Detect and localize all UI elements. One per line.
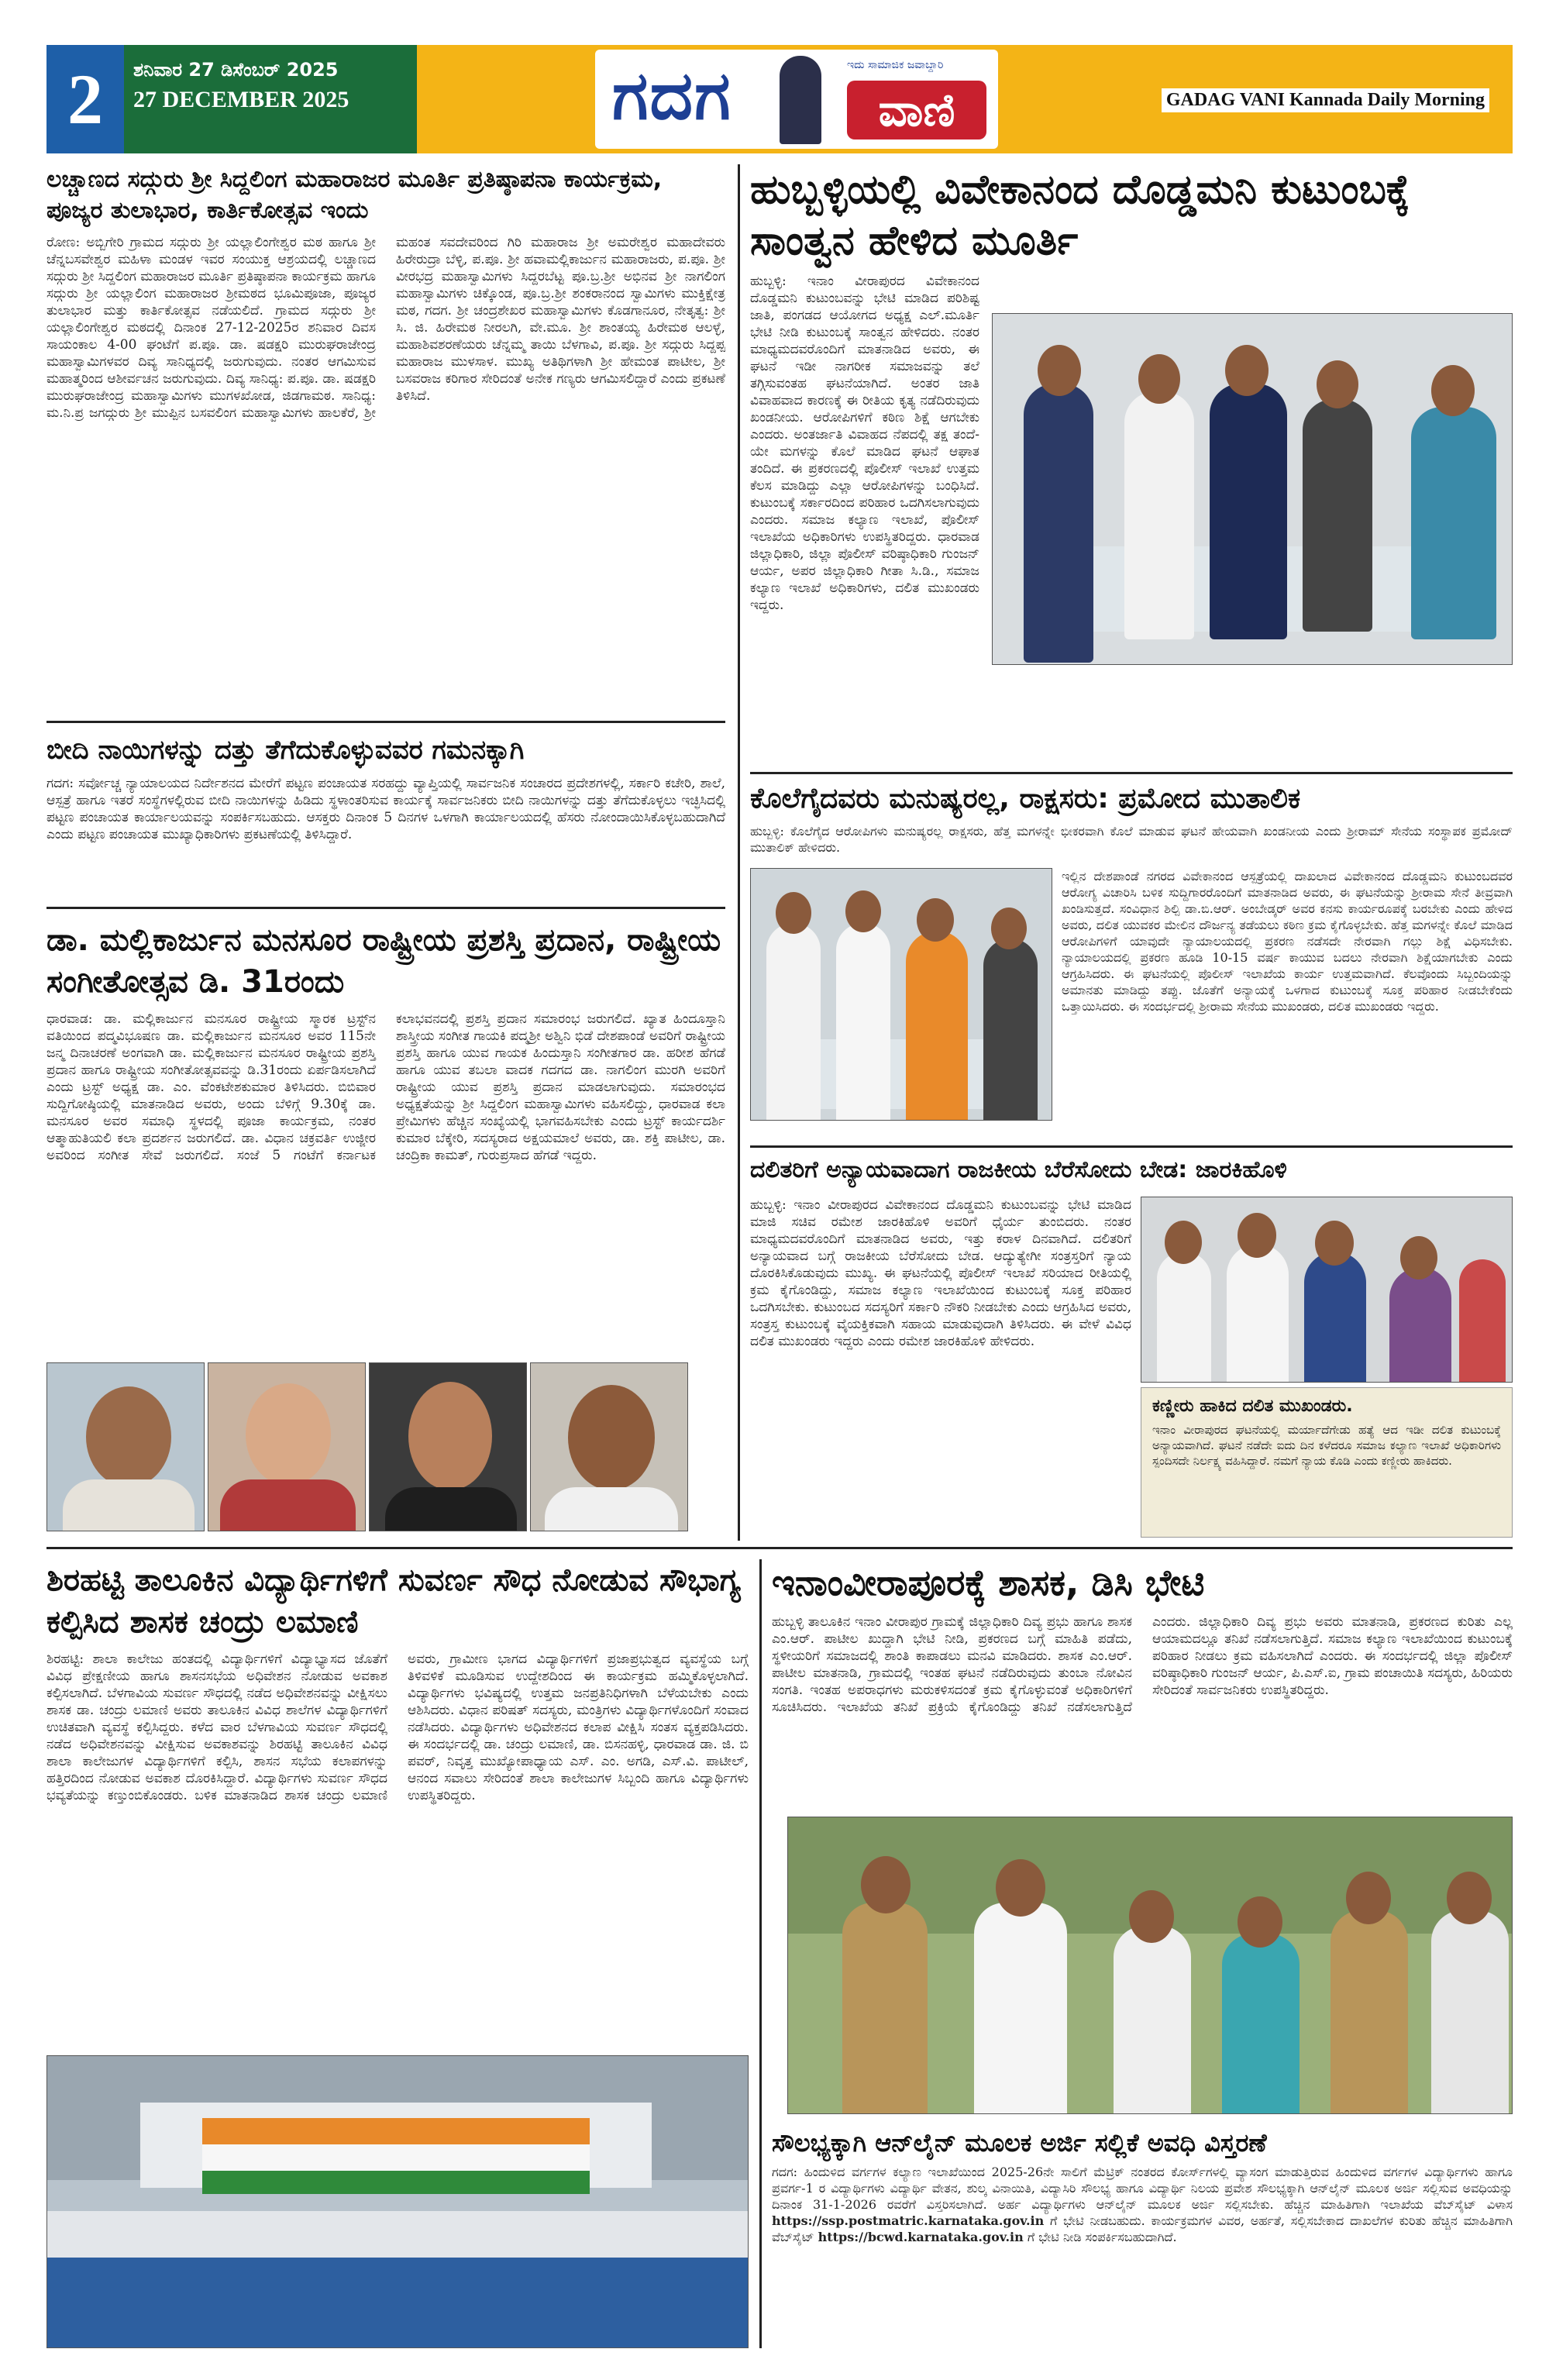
article-street-dogs xyxy=(46,733,725,914)
caption-body: ಇನಾಂ ವೀರಾಪುರದ ಘಟನೆಯಲ್ಲಿ ಮರ್ಯಾದೆಗೇಡು ಹತ್ಯೆ ಆದ ಇಡೀ ದಲಿತ ಕುಟುಂಬಕ್ಕೆ ಅನ್ಯಾಯವಾಗಿದೆ. ಘಟನೆ ನಡೆದೇ ಐದು ದಿನ ಕಳೆದರೂ ಸಮಾಜ ಕಲ್ಯಾಣ ಇಲಾಖೆ ಅಧಿಕಾರಿಗಳು ಸ್ಪಂದಿಸದೇ ನಿರ್ಲಕ್ಷ್ಯ ವಹಿಸಿದ್ದಾರೆ. ನಮಗೆ ನ್ಯಾಯ ಕೊಡಿ ಎಂದು ಕಣ್ಣೀರು ಹಾಕಿದರು. xyxy=(1152,1423,1501,1468)
body-muthalik: ಇಲ್ಲಿನ ದೇಶಪಾಂಡೆ ನಗರದ ವಿವೇಕಾನಂದ ಆಸ್ಪತ್ರೆಯಲ್ಲಿ ದಾಖಲಾದ ವಿವೇಕಾನಂದ ದೊಡ್ಡಮನಿ ಕುಟುಂಬದವರ ಆರೋಗ್ಯ ವಿಚಾರಿಸಿ ಬಳಿಕ ಸುದ್ದಿಗಾರರೊಂದಿಗೆ ಮಾತನಾಡಿದ ಅವರು, ಈ ಘಟನೆಯನ್ನು ಶ್ರೀರಾಮ ಸೇನೆ ತೀವ್ರವಾಗಿ ಖಂಡಿಸುತ್ತದೆ. ಸಂವಿಧಾನ ಶಿಲ್ಪಿ ಡಾ.ಬಿ.ಆರ್. ಅಂಬೇಡ್ಕರ್ ಅವರ ಕನಸು ಕಾರ್ಯರೂಪಕ್ಕೆ ಬರಬೇಕು ಎಂದು ಹೇಳಿದ ಅವರು, ದಲಿತ ಯುವಕರ ಮೇಲಿನ ದೌರ್ಜನ್ಯ ತಡೆಯಲು ಕಠಿಣ ಕ್ರಮ ಕೈಗೊಳ್ಳಬೇಕು. ಹೆತ್ತ ಮಗಳನ್ನೇ ಕೊಲೆ ಮಾಡಿದ ಆರೋಪಿಗಳಿಗೆ ಯಾವುದೇ ನ್ಯಾಯಾಲಯದಲ್ಲಿ ಪ್ರಕರಣ ನಡೆಸದೇ ನೇರವಾಗಿ ಗಲ್ಲು ಶಿಕ್ಷೆ ವಿಧಿಸಬೇಕು. ನ್ಯಾಯಾಲಯದಲ್ಲಿ ಪ್ರಕರಣ ಹೂಡಿ 10-15 ವರ್ಷ ಕಾಯುವ ಬದಲು ನೇರವಾಗಿ ಶಿಕ್ಷೆಯಾಗಬೇಕು ಎಂದು ಆಗ್ರಹಿಸಿದರು. ಈ ಘಟನೆಯಲ್ಲಿ ಪೊಲೀಸ್ ಇಲಾಖೆಯ ಕಾರ್ಯ ಉತ್ತಮವಾಗಿದೆ. ಕೆಲವೊಂದು ಸಿಬ್ಬಂದಿಯನ್ನು ಅಮಾನತು ಮಾಡಿದ್ದು ತಪ್ಪು. ಜೊತೆಗೆ ಅನ್ಯಾಯಕ್ಕೆ ಒಳಗಾದ ಕುಟುಂಬಕ್ಕೆ ಸೂಕ್ತ ಪರಿಹಾರ ನೀಡಬೇಕೆಂದು ಒತ್ತಾಯಿಸಿದರು. ಈ ಸಂದರ್ಭದಲ್ಲಿ ಶ್ರೀರಾಮ ಸೇನೆಯ ಮುಖಂಡರು, ದಲಿತ ಮುಖಂಡರು ಇದ್ದರು. xyxy=(1062,869,1513,1014)
caption-box xyxy=(1141,1387,1513,1538)
scholarship-text-mid: ಗೆ ಭೇಟಿ ನೀಡಬಹುದು. ಕಾರ್ಯಕ್ರಮಗಳ ವಿವರ, ಅರ್ಹತೆ, ಸಲ್ಲಿಸಬೇಕಾದ ದಾಖಲೆಗಳ ಕುರಿತು ಹೆಚ್ಚಿನ ಮಾಹಿತಿಗಾಗಿ ವೆಬ್‌ಸೈಟ್ xyxy=(772,2213,1513,2244)
scholarship-text-end: ಗೆ ಭೇಟಿ ನೀಡಿ ಸಂಪರ್ಕಿಸಬಹುದಾಗಿದೆ. xyxy=(1027,2230,1177,2244)
divider xyxy=(46,721,725,723)
article-scholarship xyxy=(772,2127,1513,2340)
link-bcwd[interactable]: https://bcwd.karnataka.gov.in xyxy=(818,2230,1024,2244)
column-divider xyxy=(759,1559,762,2348)
column-divider xyxy=(738,164,740,1541)
muthalik-visit-photo xyxy=(750,868,1052,1121)
article-muthalik xyxy=(750,781,1513,856)
headline-vivekananda: ಹುಬ್ಬಳ್ಳಿಯಲ್ಲಿ ವಿವೇಕಾನಂದ ದೊಡ್ಡಮನಿ ಕುಟುಂಬಕ್ಕೆ ಸಾಂತ್ವನ ಹೇಳಿದ ಮೂರ್ತಿ xyxy=(750,167,1410,264)
portrait-photo xyxy=(530,1362,688,1531)
page-number: 2 xyxy=(46,45,124,153)
body-jarkiholi: ಹುಬ್ಬಳ್ಳಿ: ಇನಾಂ ವೀರಾಪುರದ ವಿವೇಕಾನಂದ ದೊಡ್ಡಮನಿ ಕುಟುಂಬವನ್ನು ಭೇಟಿ ಮಾಡಿದ ಮಾಜಿ ಸಚಿವ ರಮೇಶ ಜಾರಕಿಹೊಳಿ ಅವರಿಗೆ ಧೈರ್ಯ ತುಂಬಿದರು. ನಂತರ ಮಾಧ್ಯಮದವರೊಂದಿಗೆ ಮಾತನಾಡಿದ ಅವರು, ಇತ್ತು ಕರಾಳ ದಿನವಾಗಿದೆ. ದಲಿತರಿಗೆ ಅನ್ಯಾಯವಾದ ಬಗ್ಗೆ ರಾಜಕೀಯ ಬೆರೆಸೋದು ಬೇಡ. ಆದ್ಯುತ್ಯೇಗೀ ಸಂತ್ರಸ್ತರಿಗೆ ನ್ಯಾಯ ದೊರಕಿಸಿಕೊಡುವುದು ಮುಖ್ಯ. ಈ ಘಟನೆಯಲ್ಲಿ ಪೊಲೀಸ್ ಇಲಾಖೆ ಸರಿಯಾದ ರೀತಿಯಲ್ಲಿ ಕ್ರಮ ಕೈಗೊಂಡಿದ್ದು, ಸಮಾಜ ಕಲ್ಯಾಣ ಇಲಾಖೆಯಿಂದ ಕುಟುಂಬಕ್ಕೆ ಸೂಕ್ತ ಪರಿಹಾರ ಒದಗಿಸಬೇಕು. ಕುಟುಂಬದ ಸದಸ್ಯರಿಗೆ ಸರ್ಕಾರಿ ನೌಕರಿ ನೀಡಬೇಕು ಎಂದು ಆಗ್ರಹಿಸಿದ ಅವರು, ಸಂತ್ರಸ್ತ ಕುಟುಂಬಕ್ಕೆ ವೈಯಕ್ತಿಕವಾಗಿ ಸಹಾಯ ಮಾಡುವುದಾಗಿ ತಿಳಿಸಿದರು. ಈ ವೇಳೆ ವಿವಿಧ ದಲಿತ ಮುಖಂಡರು ಇದ್ದರು ಎಂದು ರಮೇಶ ಜಾರಕಿಹೊಳಿ ಹೇಳಿದರು. xyxy=(750,1197,1131,1349)
date-box xyxy=(124,45,417,153)
logo-text: ಗದಗ xyxy=(612,57,732,135)
body-vivekananda-cont xyxy=(992,676,1513,769)
headline-siddalinga: ಲಚ್ಚಾಣದ ಸದ್ಗುರು ಶ್ರೀ ಸಿದ್ದಲಿಂಗ ಮಹಾರಾಜರ ಮೂರ್ತಿ ಪ್ರತಿಷ್ಠಾಪನಾ ಕಾರ್ಯಕ್ರಮ, ಪೂಜ್ಯರ ತುಲಾಭಾರ, ಕಾರ್ತಿಕೋತ್ಸವ ಇಂದು xyxy=(46,166,663,224)
body-street-dogs: ಗದಗ: ಸರ್ವೋಚ್ಚ ನ್ಯಾಯಾಲಯದ ನಿರ್ದೇಶನದ ಮೇರೆಗೆ ಪಟ್ಟಣ ಪಂಚಾಯತ ಸರಹದ್ದು ವ್ಯಾಪ್ತಿಯಲ್ಲಿ ಸಾರ್ವಜನಿಕ ಸಂಚಾರದ ಪ್ರದೇಶಗಳಲ್ಲಿ, ಸರ್ಕಾರಿ ಕಚೇರಿ, ಶಾಲೆ, ಆಸ್ಪತ್ರೆ ಹಾಗೂ ಇತರೆ ಸಂಸ್ಥೆಗಳಲ್ಲಿರುವ ಬೀದಿ ನಾಯಿಗಳನ್ನು ಹಿಡಿದು ಸ್ಥಳಾಂತರಿಸುವ ಕಾರ್ಯಕ್ಕೆ ಸಾರ್ವಜನಿಕರು ಬೀದಿ ನಾಯಿಗಳನ್ನು ದತ್ತು ತೆಗೆದುಕೊಳ್ಳಲು ಇಚ್ಛಿಸಿದಲ್ಲಿ ಪಟ್ಟಣ ಪಂಚಾಯತ ಕಾರ್ಯಾಲಯವನ್ನು ಸಂಪರ್ಕಿಸಬಹುದು. ಆಸಕ್ತರು ದಿನಾಂಕ 5 ದಿನಗಳ ಒಳಗಾಗಿ ಕಾರ್ಯಾಲಯದಲ್ಲಿ ಹೆಸರು ನೋಂದಾಯಿಸಿಕೊಳ್ಳಬಹುದಾಗಿದೆ ಎಂದು ಪಟ್ಟಣ ಪಂಚಾಯತ ಮುಖ್ಯಾಧಿಕಾರಿಗಳು ಪ್ರಕಟಣೆಯಲ್ಲಿ ತಿಳಿಸಿದ್ದಾರೆ. xyxy=(46,776,725,842)
body-inam: ಹುಬ್ಬಳ್ಳಿ ತಾಲೂಕಿನ ಇನಾಂ ವೀರಾಪುರ ಗ್ರಾಮಕ್ಕೆ ಜಿಲ್ಲಾಧಿಕಾರಿ ದಿವ್ಯ ಪ್ರಭು ಹಾಗೂ ಶಾಸಕ ಎಂ.ಆರ್. ಪಾಟೀಲ ಖುದ್ದಾಗಿ ಭೇಟಿ ನೀಡಿ, ಪ್ರಕರಣದ ಬಗ್ಗೆ ಮಾಹಿತಿ ಪಡೆದು, ಸ್ಥಳೀಯರಿಗೆ ಸಮಾಜದಲ್ಲಿ ಶಾಂತಿ ಕಾಪಾಡಲು ಮನವಿ ಮಾಡಿದರು. ಶಾಸಕ ಎಂ.ಆರ್. ಪಾಟೀಲ ಮಾತನಾಡಿ, ಗ್ರಾಮದಲ್ಲಿ ಇಂತಹ ಘಟನೆ ನಡೆದಿರುವುದು ತುಂಬಾ ನೋವಿನ ಸಂಗತಿ. ಇಂತಹ ಅಪರಾಧಗಳು ಮರುಕಳಿಸದಂತೆ ಕ್ರಮ ಕೈಗೊಳ್ಳುವಂತೆ ಅಧಿಕಾರಿಗಳಿಗೆ ಸೂಚಿಸಿದರು. ಇಲಾಖೆಯ ತನಿಖೆ ಪ್ರಕ್ರಿಯೆ ಕೈಗೊಂಡಿದ್ದು ತನಿಖೆ ನಡೆಸಲಾಗುತ್ತಿದೆ ಎಂದರು. ಜಿಲ್ಲಾಧಿಕಾರಿ ದಿವ್ಯ ಪ್ರಭು ಅವರು ಮಾತನಾಡಿ, ಪ್ರಕರಣದ ಕುರಿತು ಎಲ್ಲ ಆಯಾಮದಲ್ಲೂ ತನಿಖೆ ನಡೆಸಲಾಗುತ್ತಿದೆ. ಸಮಾಜ ಕಲ್ಯಾಣ ಇಲಾಖೆಯಿಂದ ಕುಟುಂಬಕ್ಕೆ ಪರಿಹಾರ ನೀಡಲು ಕ್ರಮ ವಹಿಸಲಾಗಿದೆ ಎಂದರು. ಈ ಸಂದರ್ಭದಲ್ಲಿ ಜಿಲ್ಲಾ ಪೊಲೀಸ್ ವರಿಷ್ಠಾಧಿಕಾರಿ ಗುಂಜನ್ ಆರ್ಯ, ಪಿ.ಎಸ್.ಐ, ಗ್ರಾಮ ಪಂಚಾಯಿತಿ ಸದಸ್ಯರು, ಹಿರಿಯರು ಸೇರಿದಂತೆ ಸಾರ್ವಜನಿಕರು ಉಪಸ್ಥಿತರಿದ್ದರು. xyxy=(772,1614,1513,1715)
lede-muthalik: ಹುಬ್ಬಳ್ಳಿ: ಕೊಲೆಗೈದ ಆರೋಪಿಗಳು ಮನುಷ್ಯರಲ್ಲ ರಾಕ್ಷಸರು, ಹೆತ್ತ ಮಗಳನ್ನೇ ಭೀಕರವಾಗಿ ಕೊಲೆ ಮಾಡುವ ಘಟನೆ ಹೇಯವಾಗಿ ಖಂಡನೀಯ ಎಂದು ಶ್ರೀರಾಮ್ ಸೇನೆಯ ಸಂಸ್ಥಾಪಕ ಪ್ರಮೋದ್ ಮುತಾಲಿಕ್ ಹೇಳಿದರು. xyxy=(750,824,1513,855)
statue-icon xyxy=(780,56,821,144)
article-jarkiholi xyxy=(750,1155,1513,1186)
logo-vani: ವಾಣಿ xyxy=(847,81,986,139)
divider xyxy=(750,1145,1513,1148)
logo-tagline: ಇದು ಸಾಮಾಜಿಕ ಜವಾಬ್ದಾರಿ xyxy=(847,59,944,71)
divider xyxy=(750,772,1513,774)
portrait-photo xyxy=(46,1362,205,1531)
headline-muthalik: ಕೊಲೆಗೈದವರು ಮನುಷ್ಯರಲ್ಲ, ರಾಕ್ಷಸರು: ಪ್ರಮೋದ ಮುತಾಲಿಕ xyxy=(750,783,1301,815)
caption-title: ಕಣ್ಣೀರು ಹಾಕಿದ ದಲಿತ ಮುಖಂಡರು. xyxy=(1152,1397,1353,1416)
headline-shirahatti: ಶಿರಹಟ್ಟಿ ತಾಲೂಕಿನ ವಿದ್ಯಾರ್ಥಿಗಳಿಗೆ ಸುವರ್ಣ ಸೌಧ ನೋಡುವ ಸೌಭಾಗ್ಯ ಕಲ್ಪಿಸಿದ ಶಾಸಕ ಚಂದ್ರು ಲಮಾಣಿ xyxy=(46,1562,741,1640)
headline-mallikarjun: ಡಾ. ಮಲ್ಲಿಕಾರ್ಜುನ ಮನಸೂರ ರಾಷ್ಟ್ರೀಯ ಪ್ರಶಸ್ತಿ ಪ್ರದಾನ, ರಾಷ್ಟ್ರೀಯ ಸಂಗೀತೋತ್ಸವ ಡಿ. 31ರಂದು xyxy=(46,922,721,1000)
article-siddalinga xyxy=(46,164,725,769)
date-english: 27 DECEMBER 2025 xyxy=(133,87,349,112)
divider xyxy=(46,1547,1513,1549)
masthead xyxy=(46,45,1513,153)
jarkiholi-visit-photo xyxy=(1141,1197,1513,1383)
inam-visit-photo xyxy=(787,1817,1513,2114)
headline-street-dogs: ಬೀದಿ ನಾಯಿಗಳನ್ನು ದತ್ತು ತೆಗೆದುಕೊಳ್ಳುವವರ ಗಮನಕ್ಕಾಗಿ xyxy=(46,735,525,766)
students-group-photo xyxy=(46,2055,749,2348)
body-shirahatti: ಶಿರಹಟ್ಟಿ: ಶಾಲಾ ಕಾಲೇಜು ಹಂತದಲ್ಲಿ ವಿದ್ಯಾರ್ಥಿಗಳಿಗೆ ವಿದ್ಯಾಭ್ಯಾಸದ ಜೊತೆಗೆ ವಿವಿಧ ಪ್ರೇಕ್ಷಣೀಯ ಹಾಗೂ ಶಾಸನಸಭೆಯ ಅಧಿವೇಶನ ನೋಡುವ ಅವಕಾಶ ಕಲ್ಪಿಸಲಾಗಿದೆ. ಬೆಳಗಾವಿಯ ಸುವರ್ಣ ಸೌಧದಲ್ಲಿ ನಡೆದ ಅಧಿವೇಶನವನ್ನು ವೀಕ್ಷಿಸಲು ಶಾಸಕ ಡಾ. ಚಂದ್ರು ಲಮಾಣಿ ಅವರು ತಾಲೂಕಿನ ವಿವಿಧ ಶಾಲೆಗಳ ವಿದ್ಯಾರ್ಥಿಗಳಿಗೆ ಉಚಿತವಾಗಿ ವ್ಯವಸ್ಥೆ ಕಲ್ಪಿಸಿದ್ದರು. ಕಳೆದ ವಾರ ಬೆಳಗಾವಿಯ ಸುವರ್ಣ ಸೌಧದಲ್ಲಿ ನಡೆದ ಅಧಿವೇಶನವನ್ನು ವೀಕ್ಷಿಸುವ ಅವಕಾಶವನ್ನು ಶಿರಹಟ್ಟಿ ತಾಲೂಕಿನ ವಿವಿಧ ಶಾಲಾ ಕಾಲೇಜುಗಳ ವಿದ್ಯಾರ್ಥಿಗಳಿಗೆ ಕಲ್ಪಿಸಿ, ಶಾಸನ ಸಭೆಯ ಕಲಾಪಗಳನ್ನು ಹತ್ತಿರದಿಂದ ನೋಡುವ ಅವಕಾಶ ದೊರಕಿಸಿದ್ದಾರೆ. ವಿದ್ಯಾರ್ಥಿಗಳು ಸುವರ್ಣ ಸೌಧದ ಭವ್ಯತೆಯನ್ನು ಕಣ್ತುಂಬಿಕೊಂಡರು. ಬಳಿಕ ಮಾತನಾಡಿದ ಶಾಸಕ ಚಂದ್ರು ಲಮಾಣಿ ಅವರು, ಗ್ರಾಮೀಣ ಭಾಗದ ವಿದ್ಯಾರ್ಥಿಗಳಿಗೆ ಪ್ರಜಾಪ್ರಭುತ್ವದ ವ್ಯವಸ್ಥೆಯ ಬಗ್ಗೆ ತಿಳಿವಳಿಕೆ ಮೂಡಿಸುವ ಉದ್ದೇಶದಿಂದ ಈ ಕಾರ್ಯಕ್ರಮ ಹಮ್ಮಿಕೊಳ್ಳಲಾಗಿದೆ. ವಿದ್ಯಾರ್ಥಿಗಳು ಭವಿಷ್ಯದಲ್ಲಿ ಉತ್ತಮ ಜನಪ್ರತಿನಿಧಿಗಳಾಗಿ ಬೆಳೆಯಬೇಕು ಎಂದು ಆಶಿಸಿದರು. ವಿಧಾನ ಪರಿಷತ್ ಸದಸ್ಯರು, ಮಂತ್ರಿಗಳು ವಿದ್ಯಾರ್ಥಿಗಳೊಂದಿಗೆ ಸಂವಾದ ನಡೆಸಿದರು. ವಿದ್ಯಾರ್ಥಿಗಳು ಅಧಿವೇಶನದ ಕಲಾಪ ವೀಕ್ಷಿಸಿ ಸಂತಸ ವ್ಯಕ್ತಪಡಿಸಿದರು. ಈ ಸಂದರ್ಭದಲ್ಲಿ ಡಾ. ಚಂದ್ರು ಲಮಾಣಿ, ಡಾ. ಬಿಸನಹಳ್ಳಿ, ಧಾರವಾಡ ಡಾ. ಜಿ. ಬಿ ಪವರ್, ನಿವೃತ್ತ ಮುಖ್ಯೋಪಾಧ್ಯಾಯ ಎಸ್. ಎಂ. ಅಗಡಿ, ಎಸ್.ವಿ. ಪಾಟೀಲ್, ಆನಂದ ಸವಾಲು ಸೇರಿದಂತೆ ಶಾಲಾ ಕಾಲೇಜುಗಳ ಸಿಬ್ಬಂದಿ ಹಾಗೂ ವಿದ್ಯಾರ್ಥಿಗಳು ಉಪಸ್ಥಿತರಿದ್ದರು. xyxy=(46,1652,749,1803)
divider xyxy=(46,907,725,909)
date-kannada: ಶನಿವಾರ 27 ಡಿಸೆಂಬರ್ 2025 xyxy=(133,59,339,81)
body-mallikarjun: ಧಾರವಾಡ: ಡಾ. ಮಲ್ಲಿಕಾರ್ಜುನ ಮನಸೂರ ರಾಷ್ಟ್ರೀಯ ಸ್ಮಾರಕ ಟ್ರಸ್ಟ್‌ನ ವತಿಯಿಂದ ಪದ್ಮವಿಭೂಷಣ ಡಾ. ಮಲ್ಲಿಕಾರ್ಜುನ ಮನಸೂರ ಅವರ 115ನೇ ಜನ್ಮ ದಿನಾಚರಣೆ ಅಂಗವಾಗಿ ಡಾ. ಮಲ್ಲಿಕಾರ್ಜುನ ಮನಸೂರ ರಾಷ್ಟ್ರೀಯ ಪ್ರಶಸ್ತಿ ಪ್ರದಾನ ಹಾಗೂ ರಾಷ್ಟ್ರೀಯ ಸಂಗೀತೋತ್ಸವವನ್ನು ಡಿ.31ರಂದು ಏರ್ಪಡಿಸಲಾಗಿದೆ ಎಂದು ಟ್ರಸ್ಟ್ ಅಧ್ಯಕ್ಷ ಡಾ. ಎಂ. ವೆಂಕಟೇಶಕುಮಾರ ತಿಳಿಸಿದರು. ಬಿಬಿವಾರ ಸುದ್ದಿಗೋಷ್ಠಿಯಲ್ಲಿ ಮಾತನಾಡಿದ ಅವರು, ಅಂದು ಬೆಳಿಗ್ಗೆ 9.30ಕ್ಕೆ ಡಾ. ಮನಸೂರ ಅವರ ಸಮಾಧಿ ಸ್ಥಳದಲ್ಲಿ ಪೂಜಾ ಕಾರ್ಯಕ್ರಮ, ನಂತರ ಆತ್ಮಾಹುತಿಯಲಿ ಕಲಾ ಪ್ರದರ್ಶನ ಜರುಗಲಿದೆ. ಡಾ. ವಿಧಾನ ಚಕ್ರವರ್ತಿ ಉಜ್ಜೀರ ಅವರಿಂದ ಸಂಗೀತ ಸೇವೆ ಜರುಗಲಿದೆ. ಸಂಜೆ 5 ಗಂಟೆಗೆ ಕರ್ನಾಟಕ ಕಲಾಭವನದಲ್ಲಿ ಪ್ರಶಸ್ತಿ ಪ್ರದಾನ ಸಮಾರಂಭ ಜರುಗಲಿದೆ. ಖ್ಯಾತ ಹಿಂದೂಸ್ತಾನಿ ಶಾಸ್ತ್ರೀಯ ಸಂಗೀತ ಗಾಯಕಿ ಪದ್ಮಶ್ರೀ ಅಶ್ವಿನಿ ಭಿಡೆ ದೇಶಪಾಂಡೆ ಅವರಿಗೆ ರಾಷ್ಟ್ರೀಯ ಪ್ರಶಸ್ತಿ ಹಾಗೂ ಯುವ ಗಾಯಕ ಹಿಂದುಸ್ತಾನಿ ಸಂಗೀತಗಾರ ಡಾ. ಹರೀಶ ಹೆಗಡೆ ಹಾಗೂ ಯುವ ತಬಲಾ ವಾದಕ ಗದಗದ ಡಾ. ನಾಗಲಿಂಗ ಮುರಗಿ ಅವರಿಗೆ ರಾಷ್ಟ್ರೀಯ ಯುವ ಪ್ರಶಸ್ತಿ ಪ್ರದಾನ ಮಾಡಲಾಗುವುದು. ಸಮಾರಂಭದ ಅಧ್ಯಕ್ಷತೆಯನ್ನು ಶ್ರೀ ಸಿದ್ದಲಿಂಗ ಮಹಾಸ್ವಾಮಿಗಳು ವಹಿಸಲಿದ್ದು, ಧಾರವಾಡ ಕಲಾ ಪ್ರೇಮಿಗಳು ಹೆಚ್ಚಿನ ಸಂಖ್ಯೆಯಲ್ಲಿ ಭಾಗವಹಿಸಬೇಕು ಎಂದು ಟ್ರಸ್ಟ್ ಕಾರ್ಯದರ್ಶಿ ಕುಮಾರ ಬೆಕ್ಕೇರಿ, ಸದಸ್ಯರಾದ ಅಕ್ಷಯಮಾಲೆ ಅವರು, ಡಾ. ಶಕ್ತಿ ಪಾಟೀಲ, ಡಾ. ಚಂದ್ರಿಕಾ ಕಾಮತ್, ಗುರುಪ್ರಸಾದ ಹೆಗಡೆ ಇದ್ದರು. xyxy=(46,1011,725,1163)
article-vivekananda xyxy=(750,164,1513,267)
article-inam xyxy=(772,1559,1513,1800)
headline-jarkiholi: ದಲಿತರಿಗೆ ಅನ್ಯಾಯವಾದಾಗ ರಾಜಕೀಯ ಬೆರೆಸೋದು ಬೇಡ: ಜಾರಕಿಹೊಳಿ xyxy=(750,1156,1287,1183)
portrait-photo xyxy=(208,1362,366,1531)
paper-name: GADAG VANI Kannada Daily Morning xyxy=(1162,88,1489,112)
body-scholarship xyxy=(772,2164,1513,2340)
hospital-visit-photo xyxy=(992,313,1513,665)
headline-scholarship: ಸೌಲಭ್ಯಕ್ಕಾಗಿ ಆನ್‌ಲೈನ್ ಮೂಲಕ ಅರ್ಜಿ ಸಲ್ಲಿಕೆ ಅವಧಿ ವಿಸ್ತರಣೆ xyxy=(772,2128,1267,2158)
article-shirahatti xyxy=(46,1559,749,2054)
article-mallikarjun xyxy=(46,919,725,1336)
portrait-photo xyxy=(369,1362,527,1531)
newspaper-logo xyxy=(595,50,998,149)
body-siddalinga: ರೋಣ: ಅಬ್ಬಿಗೇರಿ ಗ್ರಾಮದ ಸದ್ಗುರು ಶ್ರೀ ಯಲ್ಲಾಲಿಂಗೇಶ್ವರ ಮಠ ಹಾಗೂ ಶ್ರೀ ಚೆನ್ನಬಸವೇಶ್ವರ ಮಹಿಳಾ ಮಂಡಳ ಇವರ ಸಂಯುಕ್ತ ಆಶ್ರಯದಲ್ಲಿ ಲಚ್ಚಾಣದ ಸದ್ಗುರು ಶ್ರೀ ಸಿದ್ದಲಿಂಗ ಮಹಾರಾಜರ ಮೂರ್ತಿ ಪ್ರತಿಷ್ಠಾಪನಾ ಕಾರ್ಯಕ್ರಮ ಹಾಗೂ ಸದ್ಗುರು ಶ್ರೀ ಯಲ್ಲಾಲಿಂಗ ಮಹಾರಾಜರ ಶ್ರೀಮಠದ ಭೂಮಿಪೂಜಾ, ಪೂಜ್ಯರ ತುಲಾಭಾರ ಮತ್ತು ಕಾರ್ತಿಕೋತ್ಸವ ನಡೆಯಲಿದೆ. ಗ್ರಾಮದ ಸದ್ಗುರು ಶ್ರೀ ಯಲ್ಲಾಲಿಂಗೇಶ್ವರ ಮಠದಲ್ಲಿ ದಿನಾಂಕ 27-12-2025ರ ಶನಿವಾರ ದಿವಸ ಸಾಯಂಕಾಲ 4-00 ಘಂಟೆಗೆ ಪ.ಪೂ. ಡಾ. ಷಡಕ್ಷರಿ ಮುರುಘರಾಜೇಂದ್ರ ಮಹಾಸ್ವಾಮಿಗಳವರ ದಿವ್ಯ ಸಾನಿಧ್ಯದಲ್ಲಿ ಜರುಗುವುದು. ನಂತರ ಆಗಮಿಸುವ ಮಹಾತ್ಮರಿಂದ ಆಶೀರ್ವಚನ ಜರುಗುವುದು. ದಿವ್ಯ ಸಾನಿಧ್ಯ: ಪ.ಪೂ. ಡಾ. ಷಡಕ್ಷರಿ ಮುರುಘರಾಜೇಂದ್ರ ಮಹಾಸ್ವಾಮಿಗಳು ಮುಗಳಖೋಡ, ಜಿಡಗಾಮಠ. ಸಾನಿಧ್ಯ: ಮ.ನಿ.ಪ್ರ ಜಗದ್ಗುರು ಶ್ರೀ ಮುಪ್ಪಿನ ಬಸವಲಿಂಗ ಮಹಾಸ್ವಾಮಿಗಳು ಹಾಲಕೆರೆ, ಶ್ರೀ ಮಹಂತ ಸವದೇವರಿಂದ ಗಿರಿ ಮಹಾರಾಜ ಶ್ರೀ ಅಮರೇಶ್ವರ ಮಹಾದೇವರು ಹಿರೇರುದ್ರಾ ಬೆಳ್ಳಿ, ಪ.ಪೂ. ಶ್ರೀ ಹವಾಮಲ್ಲಿಕಾರ್ಜುನ ಮಹಾರಾಜರು, ಪ.ಪೂ. ಶ್ರೀ ವೀರಭದ್ರ ಮಹಾಸ್ವಾಮಿಗಳು ಸಿದ್ದರಬೆಟ್ಟ ಪೂ.ಬ್ರ.ಶ್ರೀ ಅಭಿನವ ಶ್ರೀ ನಾಗಲಿಂಗ ಮಹಾಸ್ವಾಮಿಗಳು ಚಿಕ್ಕೊಂಡ, ಪೂ.ಬ್ರ.ಶ್ರೀ ಶಂಕರಾನಂದ ಸ್ವಾಮಿಗಳು ಮುಕ್ತಿಕ್ಷೇತ್ರ ಮಠ, ಗದಗ. ಶ್ರೀ ಚಂದ್ರಶೇಖರ ಮಹಾಸ್ವಾಮಿಗಳು ಕೊಡಗಾನೂರ, ನೇತೃತ್ವ: ಶ್ರೀ ಸಿ. ಜಿ. ಹಿರೇಮಠ ನೀರಲಗಿ, ವೇ.ಮೂ. ಶ್ರೀ ಶಾಂತಯ್ಯ ಹಿರೇಮಠ ಆಲಳ್ಳೆ, ಮಹಾಶಿವಶರಣೆಯರು ಚೆನ್ನಮ್ಮ ತಾಯಿ ಬೆಳಗಾವಿ, ಪ.ಪೂ. ಶ್ರೀ ಸದ್ಗುರು ಸಿದ್ದಪ್ಪ ಮಹಾರಾಜ ಮುಳಸಾಳ. ಮುಖ್ಯ ಅತಿಥಿಗಳಾಗಿ ಶ್ರೀ ಹೇಮಂತ ಪಾಟೀಲ, ಶ್ರೀ ಬಸವರಾಜ ಕರಿಗಾರ ಸೇರಿದಂತೆ ಅನೇಕ ಗಣ್ಯರು ಆಗಮಿಸಲಿದ್ದಾರೆ ಎಂದು ಪ್ರಕಟಣೆ ತಿಳಿಸಿದೆ. xyxy=(46,235,725,421)
scholarship-text: ಗದಗ: ಹಿಂದುಳಿದ ವರ್ಗಗಳ ಕಲ್ಯಾಣ ಇಲಾಖೆಯಿಂದ 2025-26ನೇ ಸಾಲಿಗೆ ಮೆಟ್ರಿಕ್ ನಂತರದ ಕೋರ್ಸ್‌ಗಳಲ್ಲಿ ವ್ಯಾಸಂಗ ಮಾಡುತ್ತಿರುವ ಹಿಂದುಳಿದ ವರ್ಗಗಳ ವಿದ್ಯಾರ್ಥಿಗಳು ಹಾಗೂ ಪ್ರವರ್ಗ-1 ರ ವಿದ್ಯಾರ್ಥಿಗಳು ವಿದ್ಯಾರ್ಥಿ ವೇತನ, ಶುಲ್ಕ ವಿನಾಯಿತಿ, ವಿದ್ಯಾಸಿರಿ ಸೌಲಭ್ಯ ಹಾಗೂ ವಿದ್ಯಾರ್ಥಿ ನಿಲಯ ಪ್ರವೇಶ ಸೌಲಭ್ಯಕ್ಕಾಗಿ ಆನ್‌ಲೈನ್ ಮೂಲಕ ಅರ್ಜಿ ಸಲ್ಲಿಸುವ ಅವಧಿಯನ್ನು ದಿನಾಂಕ 31-1-2026 ರವರೆಗೆ ವಿಸ್ತರಿಸಲಾಗಿದೆ. ಅರ್ಹ ವಿದ್ಯಾರ್ಥಿಗಳು ಆನ್‌ಲೈನ್ ಮೂಲಕ ಅರ್ಜಿ ಸಲ್ಲಿಸಬೇಕು. ಹೆಚ್ಚಿನ ಮಾಹಿತಿಗಾಗಿ ಇಲಾಖೆಯ ವೆಬ್‌ಸೈಟ್ ವಿಳಾಸ xyxy=(772,2165,1513,2212)
headline-inam: ಇನಾಂವೀರಾಪೂರಕ್ಕೆ ಶಾಸಕ, ಡಿಸಿ ಭೇಟಿ xyxy=(772,1562,1205,1603)
link-ssp[interactable]: https://ssp.postmatric.karnataka.gov.in xyxy=(772,2213,1045,2228)
logo-band xyxy=(417,45,1513,153)
body-vivekananda: ಹುಬ್ಬಳ್ಳಿ: ಇನಾಂ ವೀರಾಪುರದ ವಿವೇಕಾನಂದ ದೊಡ್ಡಮನಿ ಕುಟುಂಬವನ್ನು ಭೇಟಿ ಮಾಡಿದ ಪರಿಶಿಷ್ಟ ಜಾತಿ, ಪಂಗಡದ ಆಯೋಗದ ಅಧ್ಯಕ್ಷ ಎಲ್.ಮೂರ್ತಿ ಭೇಟಿ ನೀಡಿ ಕುಟುಂಬಕ್ಕೆ ಸಾಂತ್ವನ ಹೇಳಿದರು. ನಂತರ ಮಾಧ್ಯಮದವರೊಂದಿಗೆ ಮಾತನಾಡಿದ ಅವರು, ಈ ಘಟನೆ ಇಡೀ ನಾಗರೀಕ ಸಮಾಜವನ್ನು ತಲೆ ತಗ್ಗಿಸುವಂತಹ ಘಟನೆಯಾಗಿದೆ. ಅಂತರ ಜಾತಿ ವಿವಾಹವಾದ ಕಾರಣಕ್ಕೆ ಈ ರೀತಿಯ ಕೃತ್ಯ ನಡೆದಿರುವುದು ಖಂಡನೀಯ. ಆರೋಪಿಗಳಿಗೆ ಕಠಿಣ ಶಿಕ್ಷೆ ಆಗಬೇಕು ಎಂದರು. ಅಂತರ್ಜಾತಿ ವಿವಾಹದ ನೆಪದಲ್ಲಿ ತಕ್ಷ ತಂದೆ-ಯೇ ಮಗಳನ್ನು ಕೊಲೆ ಮಾಡಿದ ಘಟನೆ ಆಘಾತ ತಂದಿದೆ. ಈ ಪ್ರಕರಣದಲ್ಲಿ ಪೊಲೀಸ್ ಇಲಾಖೆ ಉತ್ತಮ ಕೆಲಸ ಮಾಡಿದ್ದು ಎಲ್ಲಾ ಆರೋಪಿಗಳನ್ನು ಬಂಧಿಸಿದೆ. ಕುಟುಂಬಕ್ಕೆ ಸರ್ಕಾರದಿಂದ ಪರಿಹಾರ ಒದಗಿಸಲಾಗುವುದು ಎಂದರು. ಸಮಾಜ ಕಲ್ಯಾಣ ಇಲಾಖೆ, ಪೊಲೀಸ್ ಇಲಾಖೆಯ ಅಧಿಕಾರಿಗಳು ಉಪಸ್ಥಿತರಿದ್ದರು. ಧಾರವಾಡ ಜಿಲ್ಲಾಧಿಕಾರಿ, ಜಿಲ್ಲಾ ಪೊಲೀಸ್ ವರಿಷ್ಠಾಧಿಕಾರಿ ಗುಂಜನ್ ಆರ್ಯ, ಅಪರ ಜಿಲ್ಲಾಧಿಕಾರಿ ಗೀತಾ ಸಿ.ಡಿ., ಸಮಾಜ ಕಲ್ಯಾಣ ಇಲಾಖೆ ಅಧಿಕಾರಿಗಳು, ದಲಿತ ಮುಖಂಡರು ಇದ್ದರು. xyxy=(750,274,979,613)
